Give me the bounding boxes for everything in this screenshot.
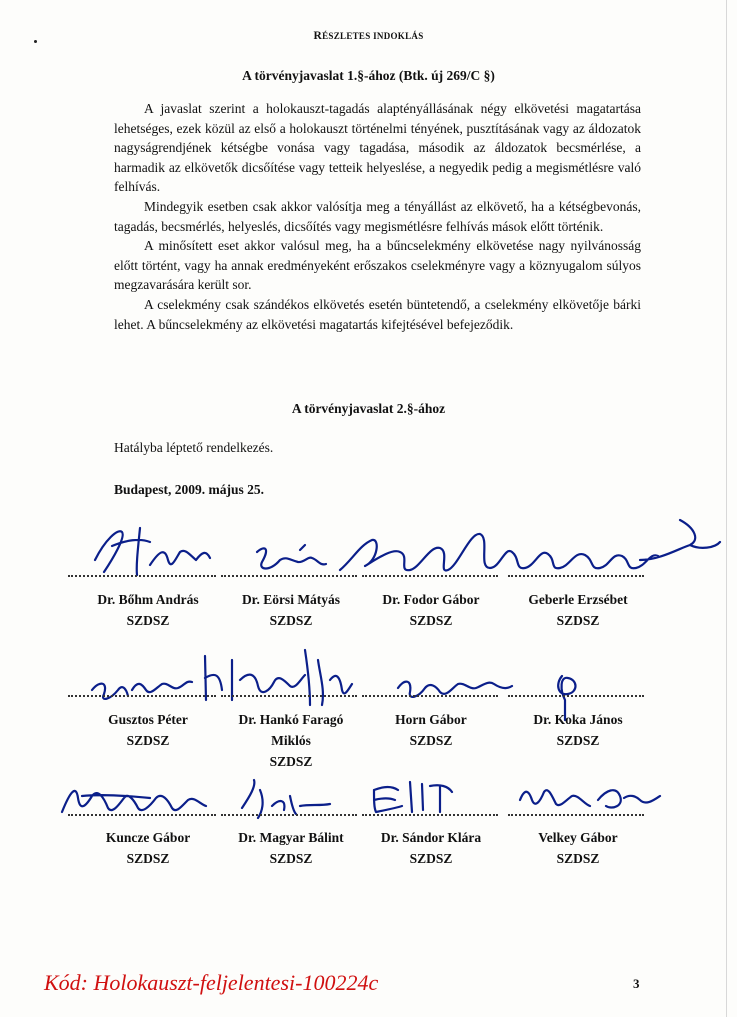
signatory-bohm: Dr. Bőhm András SZDSZ (97, 592, 199, 628)
signature-line (68, 814, 216, 816)
section2-heading: A törvényjavaslat 2.§-ához (291, 401, 446, 416)
signatory-geberle: Geberle Erzsébet SZDSZ (528, 592, 628, 628)
signature-line (221, 814, 357, 816)
signature-velkey (520, 790, 660, 807)
signature-line (68, 695, 216, 697)
signature-line (221, 575, 357, 577)
signatory-horn: Horn Gábor SZDSZ (395, 712, 467, 748)
signature-magyar (242, 780, 330, 818)
signature-line (508, 575, 644, 577)
signature-line (508, 695, 644, 697)
signatory-sandor: Dr. Sándor Klára SZDSZ (380, 830, 482, 866)
page-number: 3 (633, 976, 640, 991)
section1-heading: A törvényjavaslat 1.§-ához (Btk. új 269/C §) (242, 68, 495, 83)
signatory-hanko: Dr. Hankó Faragó Miklós SZDSZ (238, 712, 344, 769)
paragraph: A minősített eset akkor valósul meg, ha a bűncselekmény elkövetése nagy nyilvánosság előtt történt, vagy ha annak eredményeként erőszakos cselekményre vagy a köznyugalom súlyos megzavarására került sor. (114, 238, 641, 293)
signatory-kuncze: Kuncze Gábor SZDSZ (105, 830, 191, 866)
signature-sandor (374, 782, 452, 812)
signatory-koka: Dr. Koka János SZDSZ (533, 712, 623, 748)
paragraph: A cselekmény csak szándékos elkövetés esetén büntetendő, a cselekmény elkövetője bárki lehet. A bűncselekmény az elkövetési magatartás kifejtésével befejeződik. (114, 296, 641, 332)
signature-line (362, 695, 498, 697)
signature-eorsi (257, 545, 326, 569)
signature-fodor-geberle (340, 520, 720, 570)
signature-line (68, 575, 216, 577)
signatory-gusztos: Gusztos Péter SZDSZ (108, 712, 188, 748)
place-date: Budapest, 2009. május 25. (114, 482, 265, 497)
signature-line (362, 814, 498, 816)
document-code-label: Kód: Holokauszt-feljelentesi-100224c (44, 970, 379, 995)
signature-line (508, 814, 644, 816)
signature-bohm (95, 528, 210, 575)
paragraph: A javaslat szerint a holokauszt-tagadás alaptényállásának négy elkövetési magatartása lehetséges, ezek közül az első a holokauszt történelmi tényének, pusztításának vagy az áldozatok nagyságrendjének kétségbe vonása vagy tagadása, második az áldozatok becsmérlése, a harmadik az elkövetők dicsőítése vagy tetteik helyeslése, a negyedik pedig a megismétlésre való felhívás. (114, 101, 641, 195)
signature-line (221, 695, 357, 697)
document-title: RÉSZLETES INDOKLÁS (313, 30, 424, 42)
signatory-fodor: Dr. Fodor Gábor SZDSZ (382, 592, 480, 628)
section2-text: Hatályba léptető rendelkezés. (114, 440, 274, 455)
signatory-magyar: Dr. Magyar Bálint SZDSZ (238, 830, 344, 866)
signatory-eorsi: Dr. Eörsi Mátyás SZDSZ (241, 592, 341, 628)
paragraph: Mindegyik esetben csak akkor valósítja meg a tényállást az elkövető, ha a kétségbevonás, tagadás, becsmérlés, helyeslés, dicsőítés vagy megismétlésre felhívás mások előtt történik. (114, 198, 641, 234)
signature-line (362, 575, 498, 577)
signature-kuncze (62, 791, 206, 812)
signatory-velkey: Velkey Gábor SZDSZ (538, 830, 618, 866)
